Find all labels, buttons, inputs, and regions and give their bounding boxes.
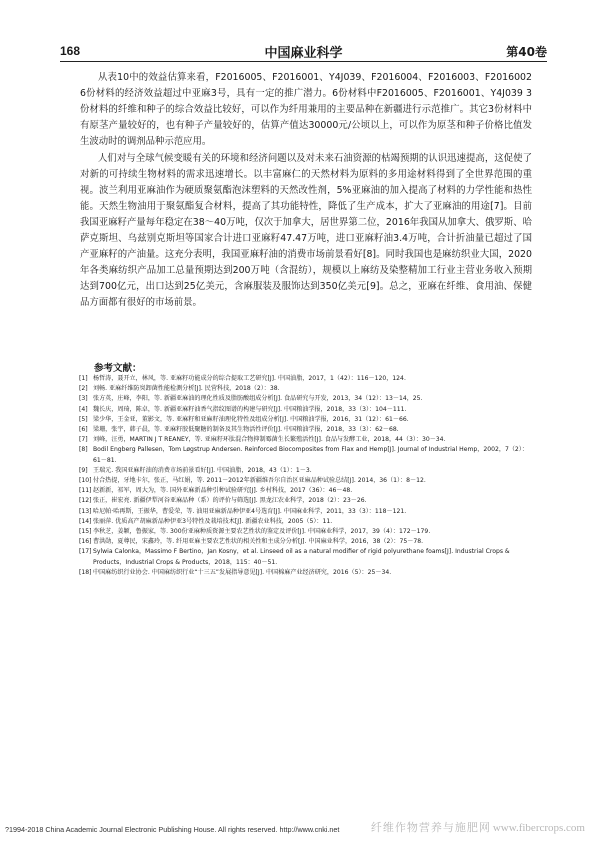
reference-item-6 [79, 425, 531, 435]
reference-index: [7] [79, 436, 88, 444]
reference-item-18 [79, 568, 531, 578]
watermark-chinese: 纤维作物营养与施肥网 [370, 821, 491, 834]
reference-index: [12] [79, 497, 92, 505]
reference-index: [3] [79, 395, 88, 403]
reference-text: 杨哲涛，聂开立，林风，等. 亚麻籽功能成分的综合提取工艺研究[J]. 中国油脂，2017，1（42）：116－120，124. [93, 375, 406, 382]
reference-text: 哈尼帕·哈再斯，王振华，曹爱荣，等. 油用亚麻新品种伊亚4号选育[J]. 中国麻业科学，2011，33（3）：118－121. [93, 507, 407, 515]
reference-index: [18] [79, 568, 92, 576]
reference-text: 李秋芝，姜颖，鲁振家，等. 300份亚麻种质资源主要农艺性状的鉴定及评价[J]. 中国麻业科学，2017，39（4）：172－179. [93, 528, 431, 536]
volume-label: 第40卷 [506, 45, 547, 59]
reference-index: [13] [79, 507, 92, 515]
reference-item-10 [79, 476, 531, 486]
copyright-notice: ?1994-2018 China Academic Journal Electronic Publishing House. All rights reserved. http://www.cnki.net [5, 825, 340, 834]
reference-text: Sylwia Calonka，Massimo F Bertino，Jan Kosny，et al. Linseed oil as a natural modifier of rigid polyurethane foams[J]. Industrial Crops & Products，Industrial Crops & Products，2018，115：40－51. [93, 548, 510, 566]
reference-text: 刘峰，汪勇，MARTIN J T REANEY，等. 亚麻籽环肽混合物抑制霉菌生长繁殖活性[J]. 食品与发酵工业，2018，44（3）：30－34. [93, 436, 446, 444]
reference-item-2 [79, 384, 531, 394]
reference-item-11 [79, 486, 531, 496]
reference-item-5 [79, 415, 531, 425]
references-heading: 参考文献： [94, 363, 142, 374]
reference-text: Bodil Engberg Pallesen，Tom Løgstrup Andersen. Reinforced Biocomposites from Flax and Hemp[J]. Journal of Industrial Hemp，2002，7（2）：61－81. [93, 446, 528, 464]
reference-index: [10] [79, 477, 92, 485]
reference-text: 付合热提，牙地卡尔，张正，马红娟，等. 2011－2012年新疆维吾尔自治区亚麻品种试验总结[J]. 2014，36（1）：8－12. [93, 477, 426, 485]
reference-item-16 [79, 537, 531, 547]
reference-text: 曹洪勋，夏尊民，宋鑫玲，等. 纤用亚麻主要农艺性状的相关性和主成分分析[J]. 中国麻业科学，2016，38（2）：75－78. [93, 538, 424, 546]
reference-index: [8] [79, 446, 88, 454]
reference-item-1 [79, 374, 531, 384]
reference-text: 中国麻纺织行业协会. 中国麻纺织行业“十三五”发展指导意见[J]. 中国棉麻产业经济研究，2016（5）：25－34. [93, 568, 392, 576]
reference-index: [6] [79, 426, 88, 434]
reference-item-14 [79, 517, 531, 527]
reference-index: [15] [79, 528, 92, 536]
reference-text: 张丽萍. 优质高产胡麻新品种伊亚3号特性及栽培技术[J]. 新疆农业科技，2005（5）：11. [93, 517, 333, 525]
reference-index: [17] [79, 548, 92, 556]
reference-text: 梁珊，张宇，韩子晨，等. 亚麻籽胶低聚糖的制备及其生物活性评价[J]. 中国粮油学报，2018，33（3）：62－68. [93, 426, 399, 434]
body-paragraph-1: 从表10中的效益估算来看，F2016005、F2016001、Y4J039、F2016004、F2016003、F2016002 6份材料的经济效益超过中亚麻3号，具有一定的推广潜力。6份材料中F2016005、F2016001、Y4J039 3份材料的纤维和种子的综合效益比较好，可以作为纤用兼用的主要品种在新疆进行示范推广。其它3份材料中有原茎产量较好的，也有种子产量较好的，估算产值达30000元/公顷以上，可以作为原茎和种子价格比值发生波动时的调剂品种示范应用。 [80, 72, 532, 147]
reference-text: 魏长庆，周琦，陈卓，等. 新疆亚麻籽油香气指纹图谱的构建与研究[J]. 中国粮油学报，2018，33（3）：104－111. [93, 405, 407, 413]
reference-index: [11] [79, 487, 92, 495]
reference-index: [4] [79, 405, 88, 413]
page-number: 168 [60, 44, 81, 58]
reference-text: 张正，崔宏亮. 新疆伊犁河谷亚麻品种（系）的评价与筛选[J]. 黑龙江农业科学，2018（2）：23－26. [93, 497, 367, 505]
header-rule [60, 61, 547, 62]
reference-index: [14] [79, 517, 92, 525]
body-paragraph-2: 人们对与全球气候变暖有关的环境和经济问题以及对未来石油资源的枯竭预期的认识迅速提高，这促使了对新的可持续生物材料的需求迅速增长。以丰富麻仁的天然材料为原料的多用途材料得到了全世界范围的重视。波兰利用亚麻油作为硬质聚氨酯泡沫塑料的天然改性剂，5%亚麻油的加入提高了材料的力学性能和热性能。天然生物油用于聚氨酯复合材料，提高了其功能特性，降低了生产成本，扩大了亚麻油的用途[7]。目前我国亚麻籽产量每年稳定在38～40万吨，仅次于加拿大，居世界第二位，2016年我国从加拿大、俄罗斯、哈萨克斯坦、乌兹别克斯坦等国家合计进口亚麻籽47.47万吨，进口亚麻籽油3.4万吨，合计折油量已超过了国产亚麻籽的产油量。这充分表明，我国亚麻籽油的消费市场前景看好[8]。同时我国也是麻纺织业大国，2020年各类麻纺织产品加工总量预期达到200万吨（含混纺），规模以上麻纺及染整精加工行业主营业务收入预期达到700亿元，出口达到25亿美元，含麻服装及服饰达到350亿美元[9]。总之，亚麻在纤维、食用油、保健品方面都有很好的市场前景。 [80, 153, 532, 308]
reference-item-8 [79, 445, 531, 465]
reference-item-7 [79, 435, 531, 445]
reference-item-4 [79, 405, 531, 415]
reference-text: 刘畅. 亚麻纤维防臭卸菌性能检测分析[J]. 民营科技，2018（2）：38. [93, 385, 280, 393]
reference-index: [1] [79, 375, 88, 382]
reference-item-12 [79, 496, 531, 506]
reference-item-17 [79, 547, 531, 567]
reference-text: 梁少华，王金亚，董影文，等. 亚麻籽和亚麻籽油理化特性及组成分析[J]. 中国粮油学报，2016，31（12）：61－66. [93, 415, 409, 423]
reference-item-13 [79, 507, 531, 517]
reference-item-3 [79, 394, 531, 404]
watermark-url: www.fibercrops.com [492, 822, 585, 834]
reference-text: 王瑞元. 我国亚麻籽油的消费市场前景看好[J]. 中国油脂，2018，43（1）：1－3. [93, 466, 312, 474]
main-text [80, 70, 532, 311]
journal-title: 中国麻业科学 [264, 46, 343, 61]
reference-text: 张方英，庄峰，李阳，等. 新疆亚麻油的理化性质及脂肪酸组成分析[J]. 食品研究与开发，2013，34（12）：13－14，25. [93, 395, 423, 403]
reference-item-9 [79, 466, 531, 476]
reference-index: [9] [79, 466, 88, 474]
reference-index: [5] [79, 415, 88, 423]
site-watermark [371, 819, 585, 835]
page-header [60, 40, 547, 60]
reference-item-15 [79, 527, 531, 537]
reference-index: [2] [79, 385, 88, 393]
reference-list [79, 374, 531, 578]
reference-index: [16] [79, 538, 92, 546]
reference-text: 赵新新，祁军，周大为，等. 国外亚麻新品种引种试验研究[J]. 乡村科技，2017（36）：46－48. [93, 487, 353, 495]
